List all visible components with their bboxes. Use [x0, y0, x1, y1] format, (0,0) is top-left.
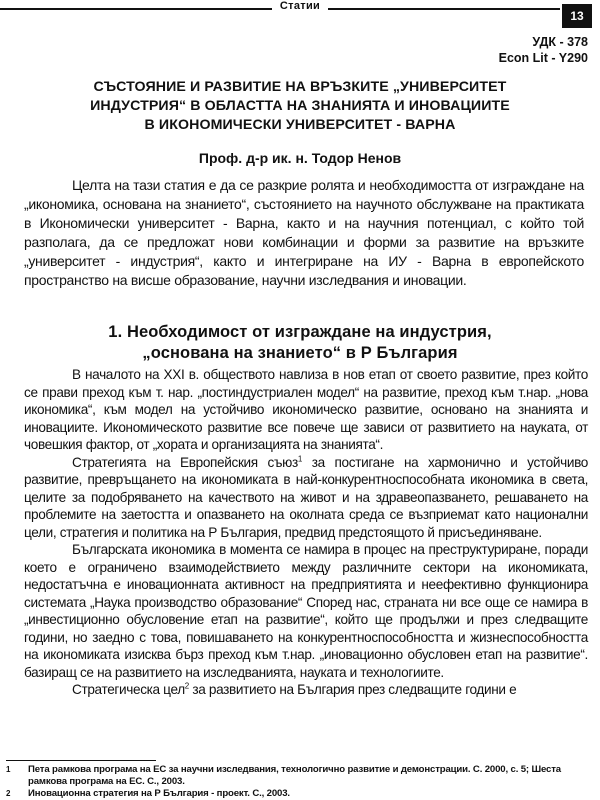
abstract — [24, 176, 584, 290]
section-heading: 1. Необходимост от изграждане на индустрия, „основана на знанието“ в Р България — [108, 323, 492, 362]
author-line: Проф. д-р ик. н. Тодор Ненов — [198, 150, 402, 166]
footnote-ref-2[interactable]: 2 — [184, 681, 189, 691]
running-header — [0, 0, 600, 23]
section-label: Статии — [0, 0, 600, 12]
article-title: СЪСТОЯНИЕ И РАЗВИТИЕ НА ВРЪЗКИТЕ „УНИВЕРСИТЕТ ИНДУСТРИЯ“ В ОБЛАСТТА НА ЗНАНИЯТА И ИНОВАЦИИТЕ В ИКОНОМИЧЕСКИ УНИВЕРСИТЕТ - ВАРНА — [90, 79, 510, 133]
footnote-divider — [6, 760, 156, 761]
footnote-mark: 2 — [6, 789, 11, 798]
footnote-text: Иновационна стратегия на Р България - проект. С., 2003. — [28, 788, 290, 799]
paragraph-1: В началото на XXI в. обществото навлиза в нов етап от своето развитие, през който се прави преход към т. нар. „постиндустриален модел“ на развитие, преход към т.нар. „нова икономика“, към модел на устойчиво икономическо развитие, основано на знанията и иновациите. Икономическото развитие все повече ще зависи от развитието на науката, от човешкия фактор, от „хората и организацията на знанията“. — [24, 367, 588, 452]
footnote-text: Пета рамкова програма на ЕС за научни изследвания, технологично развитие и демонстрации. С. 2000, с. 5; Шеста рамкова програма на ЕС. С., 2003. — [28, 764, 561, 787]
classification-codes — [499, 34, 588, 66]
footnote-1 — [6, 764, 596, 788]
udk-code: УДК - 378 — [532, 35, 588, 49]
footnote-mark: 1 — [6, 765, 11, 774]
paragraph-4: Стратегическа цел$^2$ за развитието на България през следващите години е — [72, 681, 517, 697]
footnote-ref-1[interactable]: 1 — [297, 453, 302, 463]
abstract-text: Целта на тази статия е да се разкрие ролята и необходимостта от изграждане на „икономика, основана на знанието“, състоянието на научното обслужване на практиката в Икономически университет - Варна, както и на научния потенциал, с който той разполага, да се предложат нови комбинации и форми за развитие на връзките „университет - индустрия“, както и интегриране на ИУ - Варна в европейското пространство на висше образование, научни изследвания и иновации. — [24, 177, 584, 288]
body-text — [24, 366, 588, 699]
page-number: 13 — [562, 4, 592, 28]
econlit-code: Econ Lit - Y290 — [498, 51, 588, 65]
footnote-2 — [6, 788, 596, 800]
paragraph-2: Стратегията на Европейския съюз$^1$ за постигане на хармонично и устойчиво развитие, превръщането на икономиката в най-конкурентноспособната икономика в света, целите за подобряването на качеството на живот и на здравеопазването, решаването на проблемите на заетостта и опазването на околната среда се възприемат като национални цели, стратегия и политика на Р България, предвид предстоящото й присъединяване. — [24, 453, 588, 540]
paragraph-3: Българската икономика в момента се намира в процес на преструктуриране, поради което е ограничено взаимодействието между различните сектори на икономиката, недостатъчна е иновационната активност на предприятията и неефективно функционира системата „Наука производство образование“ Според нас, страната ни все още се намира в „инвестиционно обусловение етап на развитие“, който ще продължи и през следващите години, но заедно с това, повишаването на конкурентноспособността и жизнеспособността на икономиката изисква бърз преход към т.нар. „иновационно обусловен етап на развитие“. базиращ се на развитието на изследванията, науката и технологиите. — [24, 542, 588, 680]
footnotes — [6, 764, 596, 800]
